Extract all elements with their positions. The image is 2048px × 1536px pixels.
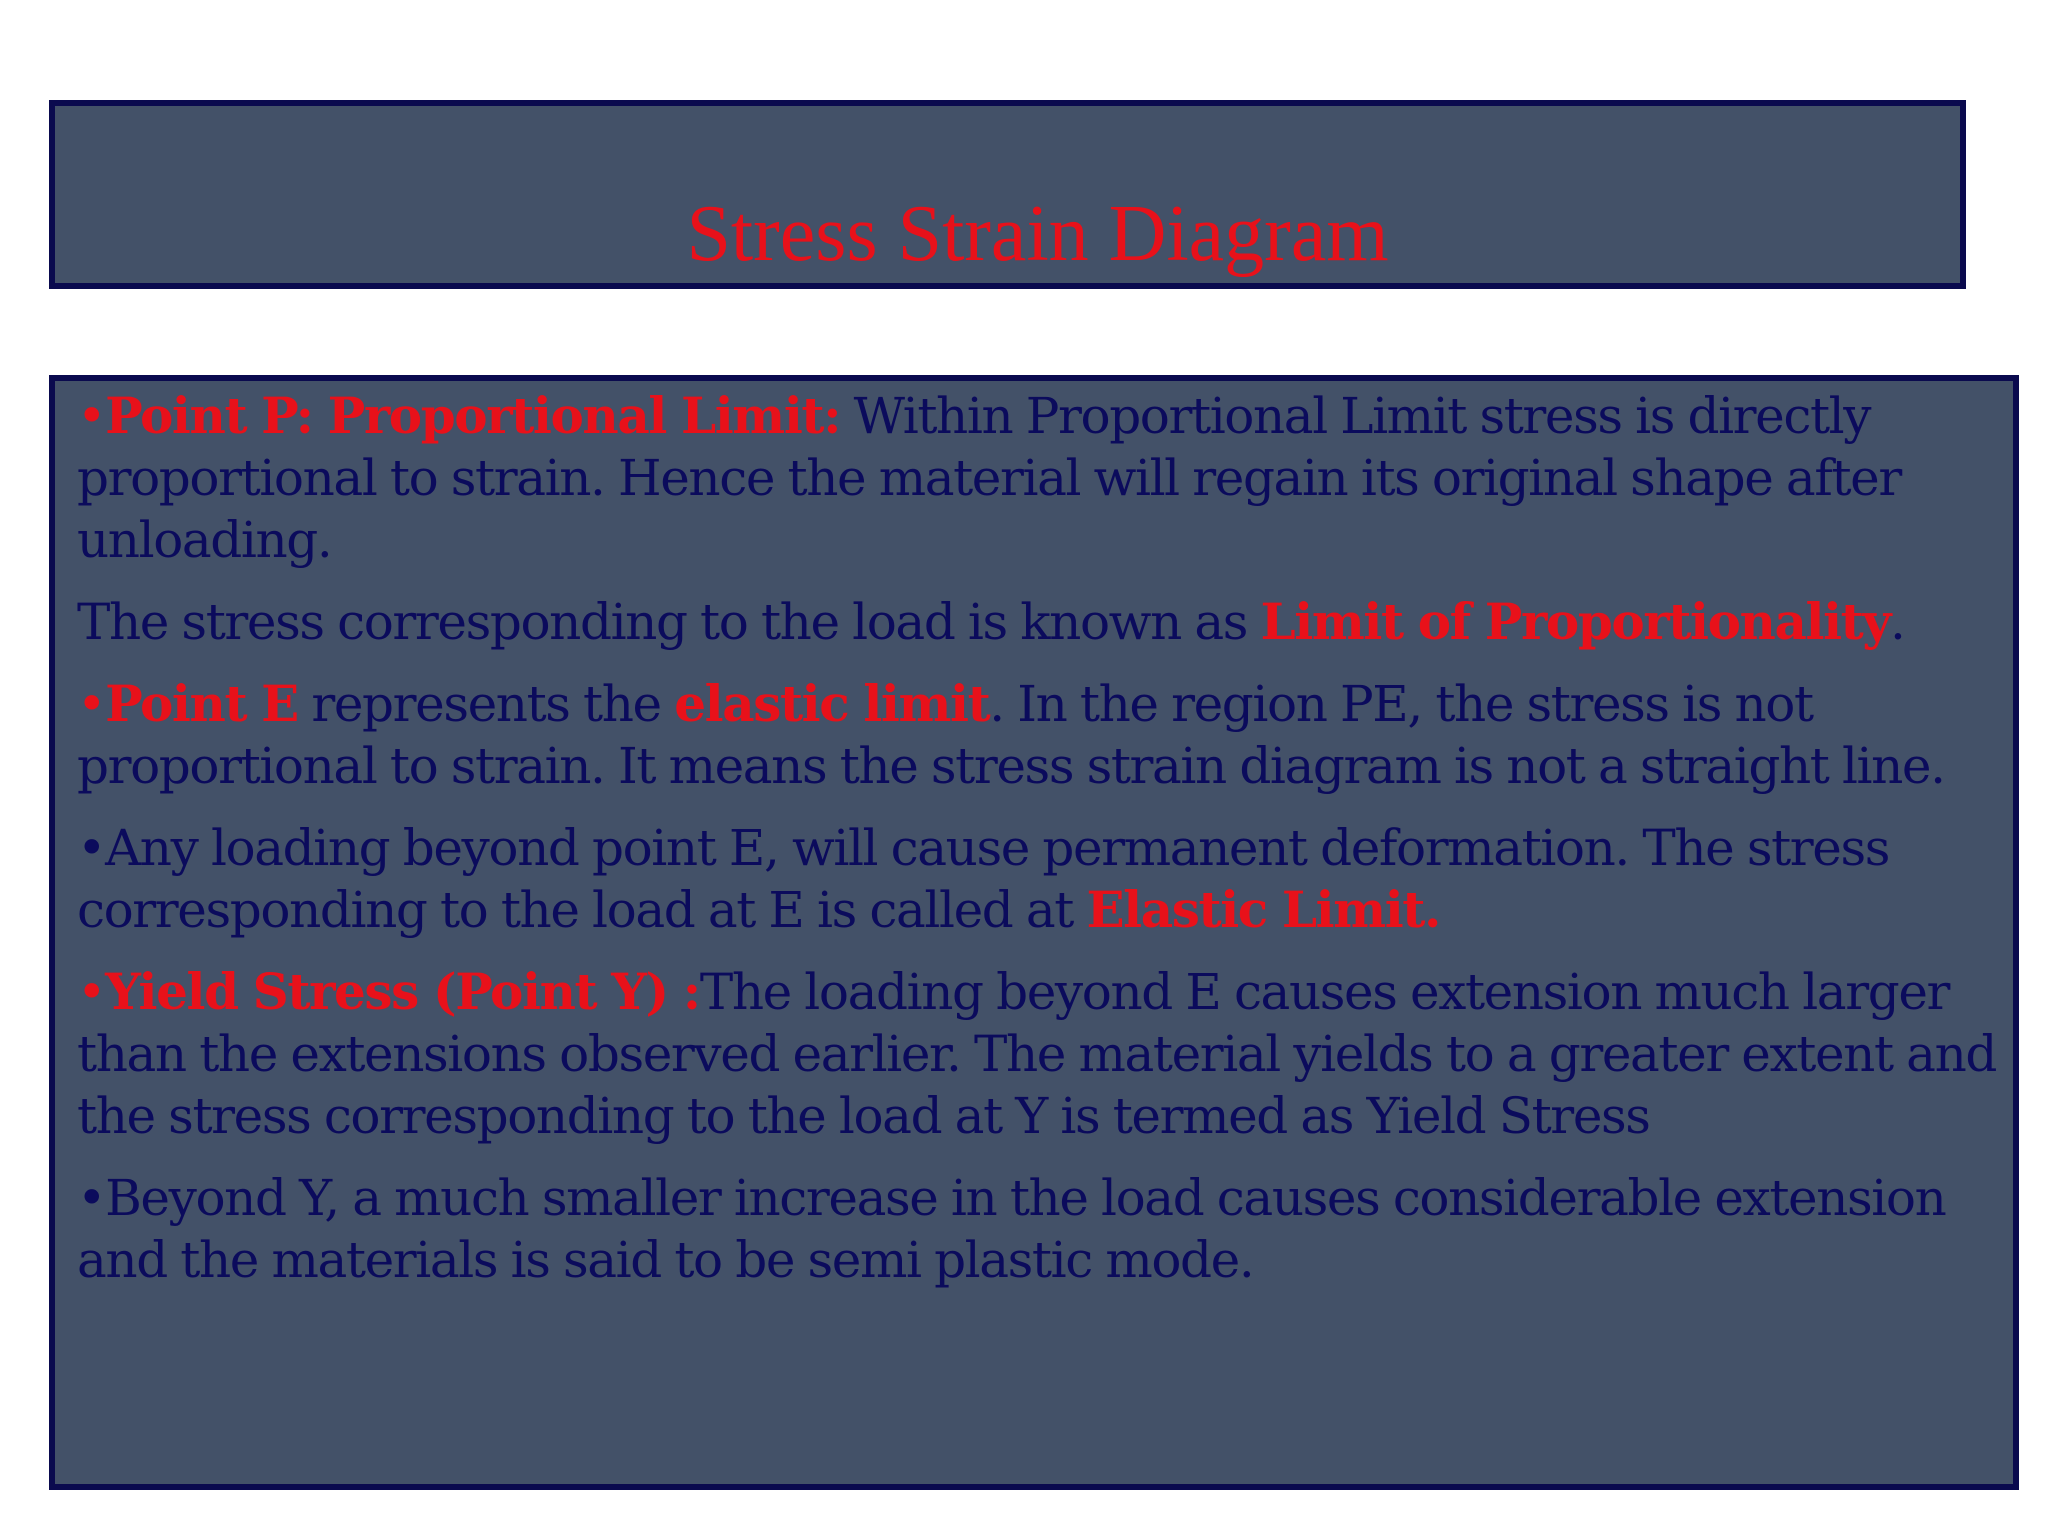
paragraph-text: represents the [297, 675, 675, 733]
heading-yield-stress: Yield Stress (Point Y) : [105, 962, 700, 1021]
highlight-limit-of-proportionality: Limit of Proportionality [1260, 592, 1891, 651]
heading-point-e: Point E [105, 674, 298, 733]
title-panel [49, 100, 1966, 289]
paragraph-text: . In the region PE, the stress is not proportional to strain. It means the stress strain diagram is not a straight line. [77, 675, 1945, 795]
paragraph-proportional-limit [77, 385, 2007, 571]
paragraph-text: Within Proportional Limit stress is directly proportional to strain. Hence the material will regain its original shape after unloading. [77, 387, 1901, 569]
bullet: • [77, 1169, 106, 1227]
highlight-elastic-limit: elastic limit [674, 674, 990, 733]
paragraph-point-e [77, 673, 2007, 797]
bullet: • [77, 963, 106, 1021]
slide-content [77, 385, 2007, 1311]
bullet: • [77, 675, 106, 733]
content-panel [49, 375, 2019, 1490]
paragraph-text: The stress corresponding to the load is known as [77, 593, 1261, 651]
paragraph-permanent-deformation [77, 817, 2007, 941]
paragraph-yield-stress [77, 961, 2007, 1147]
bullet: • [77, 387, 106, 445]
paragraph-text: . [1890, 593, 1905, 651]
bullet: • [77, 819, 106, 877]
paragraph-text: The loading beyond E causes extension much larger than the extensions observed earlier. The material yields to a greater extent and the stress corresponding to the load at Y is termed as Yield Stress [77, 963, 1996, 1145]
paragraph-text: Beyond Y, a much smaller increase in the load causes considerable extension and the materials is said to be semi plastic mode. [77, 1169, 1946, 1289]
heading-proportional-limit: Point P: Proportional Limit: [105, 386, 841, 445]
slide-title: Stress Strain Diagram [686, 190, 1389, 278]
paragraph-limit-of-proportionality [77, 591, 2007, 653]
highlight-elastic-limit-2: Elastic Limit. [1086, 880, 1441, 939]
paragraph-semi-plastic [77, 1167, 2007, 1291]
paragraph-text: Any loading beyond point E, will cause permanent deformation. The stress corresponding to the load at E is called at [77, 819, 1889, 939]
